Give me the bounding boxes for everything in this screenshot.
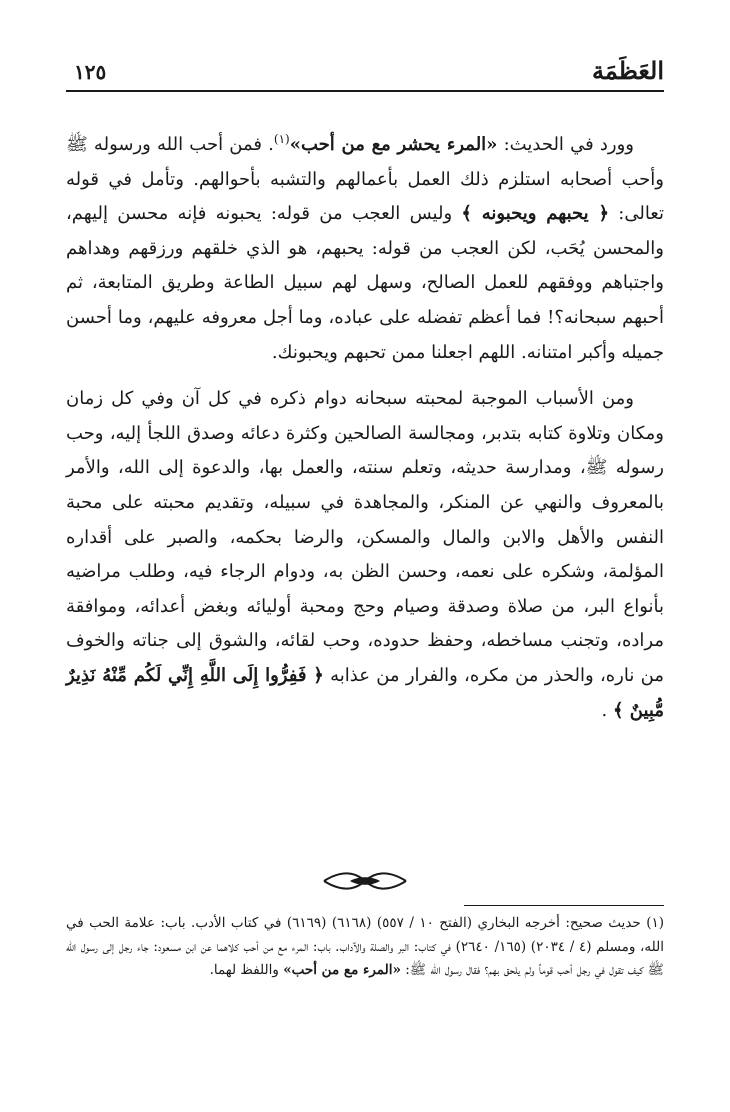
header-divider	[66, 90, 664, 92]
paragraph-2	[66, 382, 664, 728]
footnote-1-end: واللفظ لهما.	[209, 962, 284, 978]
footnote-1	[66, 912, 664, 983]
hadith-quote: «المرء يحشر مع من أحب»	[289, 134, 498, 155]
footnote-hadith: «المرء مع من أحب»	[283, 962, 401, 978]
paragraph-2-end: .	[601, 699, 613, 721]
paragraph-1-intro: وورد في الحديث:	[497, 134, 634, 155]
page-number: ١٢٥	[74, 60, 107, 84]
footnotes	[66, 912, 664, 983]
chapter-title: العَظَمَة	[592, 56, 664, 85]
page-header	[66, 54, 664, 94]
paragraph-2-text: ومن الأسباب الموجبة لمحبته سبحانه دوام ذكره في كل آن وفي كل زمان ومكان وتلاوة كتابه بتدبر، ومجالسة الصالحين وكثرة دعائه وصدق اللجأ إليه، وحب رسوله ﷺ، ومدارسة حديثه، وتعلم سنته، والعمل بها، والدعوة إلى الله، والأمر بالمعروف والنهي عن المنكر، والمجاهدة في سبيله، وتقديم محبته على محبة النفس والأهل والابن والمال والمسكن، والرضا بحكمه، والصبر على أقداره المؤلمة، وشكره على نعمه، وحسن الظن به، ودوام الرجاء فيه، وطلب مراضيه بأنواع البر، من صلاة وصدقة وصيام وحج ومحبة أوليائه وبغض أعدائه، وموافقة مراده، وتجنب مساخطه، وحفظ حدوده، وحب لقائه، والشوق إلى جناته والخوف من ناره، والحذر من مكره، والفرار من عذابه	[66, 388, 664, 686]
paragraph-1-end: وليس العجب من قوله: يحبونه فإنه محسن إليهم، والمحسن يُحَب، لكن العجب من قوله: يحبهم، هو الذي خلقهم ورزقهم وهداهم واجتباهم ووفقهم للعمل الصالح، وسهل لهم سبيل الطاعة وطريق المتابعة، ثم أحبهم سبحانه؟! فما أعظم تفضله على عباده، وما أجل معروفه عليهم، وما أحسن جميله وأكبر امتنانه. اللهم اجعلنا ممن تحبهم ويحبونك.	[66, 203, 664, 363]
paragraph-1	[66, 128, 664, 370]
footnote-marker[interactable]: (١)	[273, 132, 290, 146]
main-text	[66, 128, 664, 728]
footnote-1-text: (١) حديث صحيح: أخرجه البخاري (الفتح ١٠ / ٥٥٧) (٦١٦٨) (٦١٦٩) في كتاب الأدب. باب: علامة الحب في الله، ومسلم (٤ / ٢٠٣٤) (١٦٥/ ٢٦٤٠) في كتاب: البر والصلة والآداب. باب: المرء مع من أحب كلاهما عن ابن مسعود: جاء رجل إلى رسول الله ﷺ كيف تقول في رجل أحب قوماً ولم يلحق بهم؟ فقال رسول الله ﷺ:	[66, 915, 665, 978]
quran-verse-2: ﴿ فَفِرُّوا إِلَى اللَّهِ إِنِّي لَكُم مِّنْهُ نَذِيرٌ مُّبِينٌ ﴾	[66, 664, 664, 721]
quran-verse-1: ﴿ يحبهم ويحبونه ﴾	[461, 203, 609, 225]
paragraph-1-middle: . فمن أحب الله ورسوله ﷺ وأحب أصحابه استلزم ذلك العمل بأعمالهم والتشبه بأحوالهم. وتأمل في قوله تعالى:	[66, 134, 664, 225]
ornament-divider-svg	[320, 868, 410, 894]
ornament-divider-icon	[0, 868, 730, 898]
footnote-divider	[464, 905, 664, 906]
